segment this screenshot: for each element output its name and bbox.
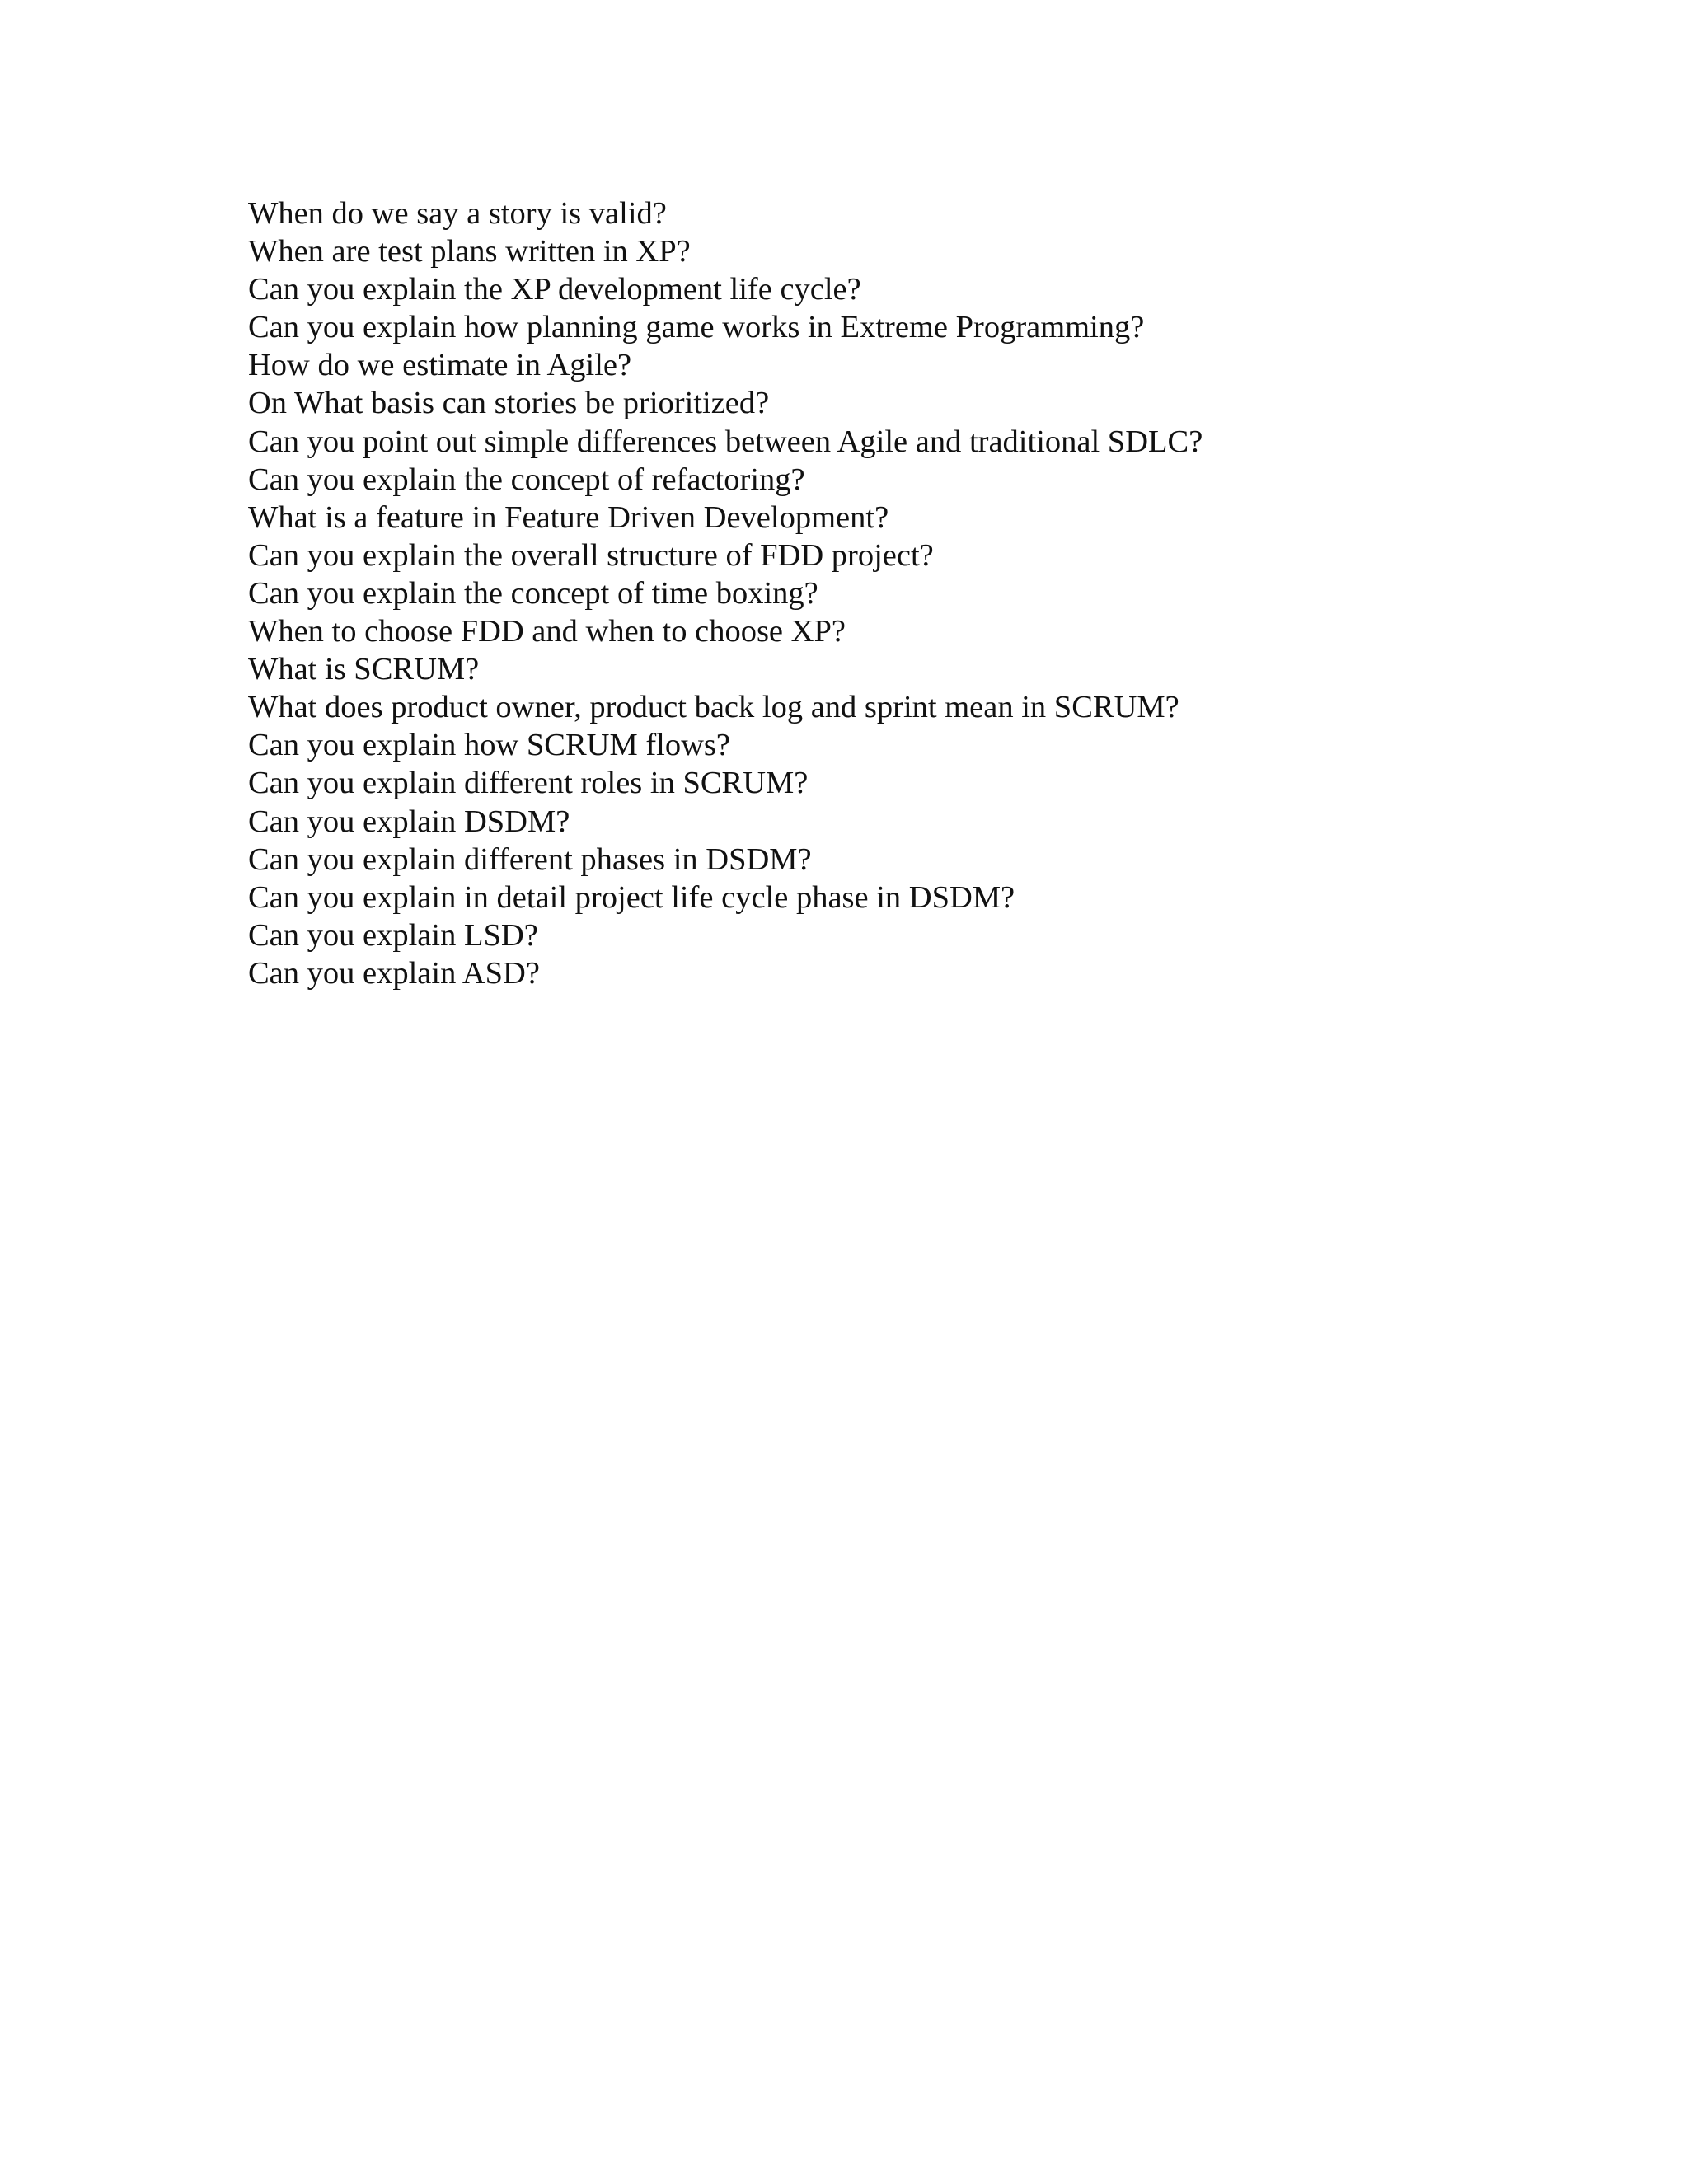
question-item: Can you explain the concept of time boxing? [248, 575, 818, 611]
question-item: Can you explain different roles in SCRUM? [248, 766, 809, 801]
question-item: Can you explain DSDM? [248, 804, 570, 839]
question-item: What is a feature in Feature Driven Development? [248, 499, 889, 535]
question-item: When to choose FDD and when to choose XP? [248, 614, 846, 649]
question-list [248, 194, 1203, 992]
question-item: Can you explain in detail project life cycle phase in DSDM? [248, 879, 1015, 915]
question-item: Can you explain the concept of refactoring? [248, 462, 805, 497]
question-item: What is SCRUM? [248, 652, 480, 687]
question-item: Can you explain different phases in DSDM? [248, 841, 812, 877]
question-item: Can you explain the XP development life cycle? [248, 272, 861, 307]
question-item: Can you explain how planning game works in Extreme Programming? [248, 310, 1145, 345]
question-item: Can you explain ASD? [248, 955, 540, 991]
question-item: Can you explain the overall structure of FDD project? [248, 537, 934, 573]
question-item: Can you point out simple differences between Agile and traditional SDLC? [248, 424, 1203, 459]
question-item: When do we say a story is valid? [248, 196, 667, 231]
question-item: Can you explain LSD? [248, 917, 538, 953]
question-item: What does product owner, product back log and sprint mean in SCRUM? [248, 690, 1179, 725]
question-item: Can you explain how SCRUM flows? [248, 728, 730, 763]
question-item: On What basis can stories be prioritized? [248, 386, 770, 421]
question-item: How do we estimate in Agile? [248, 348, 632, 383]
question-item: When are test plans written in XP? [248, 234, 691, 269]
